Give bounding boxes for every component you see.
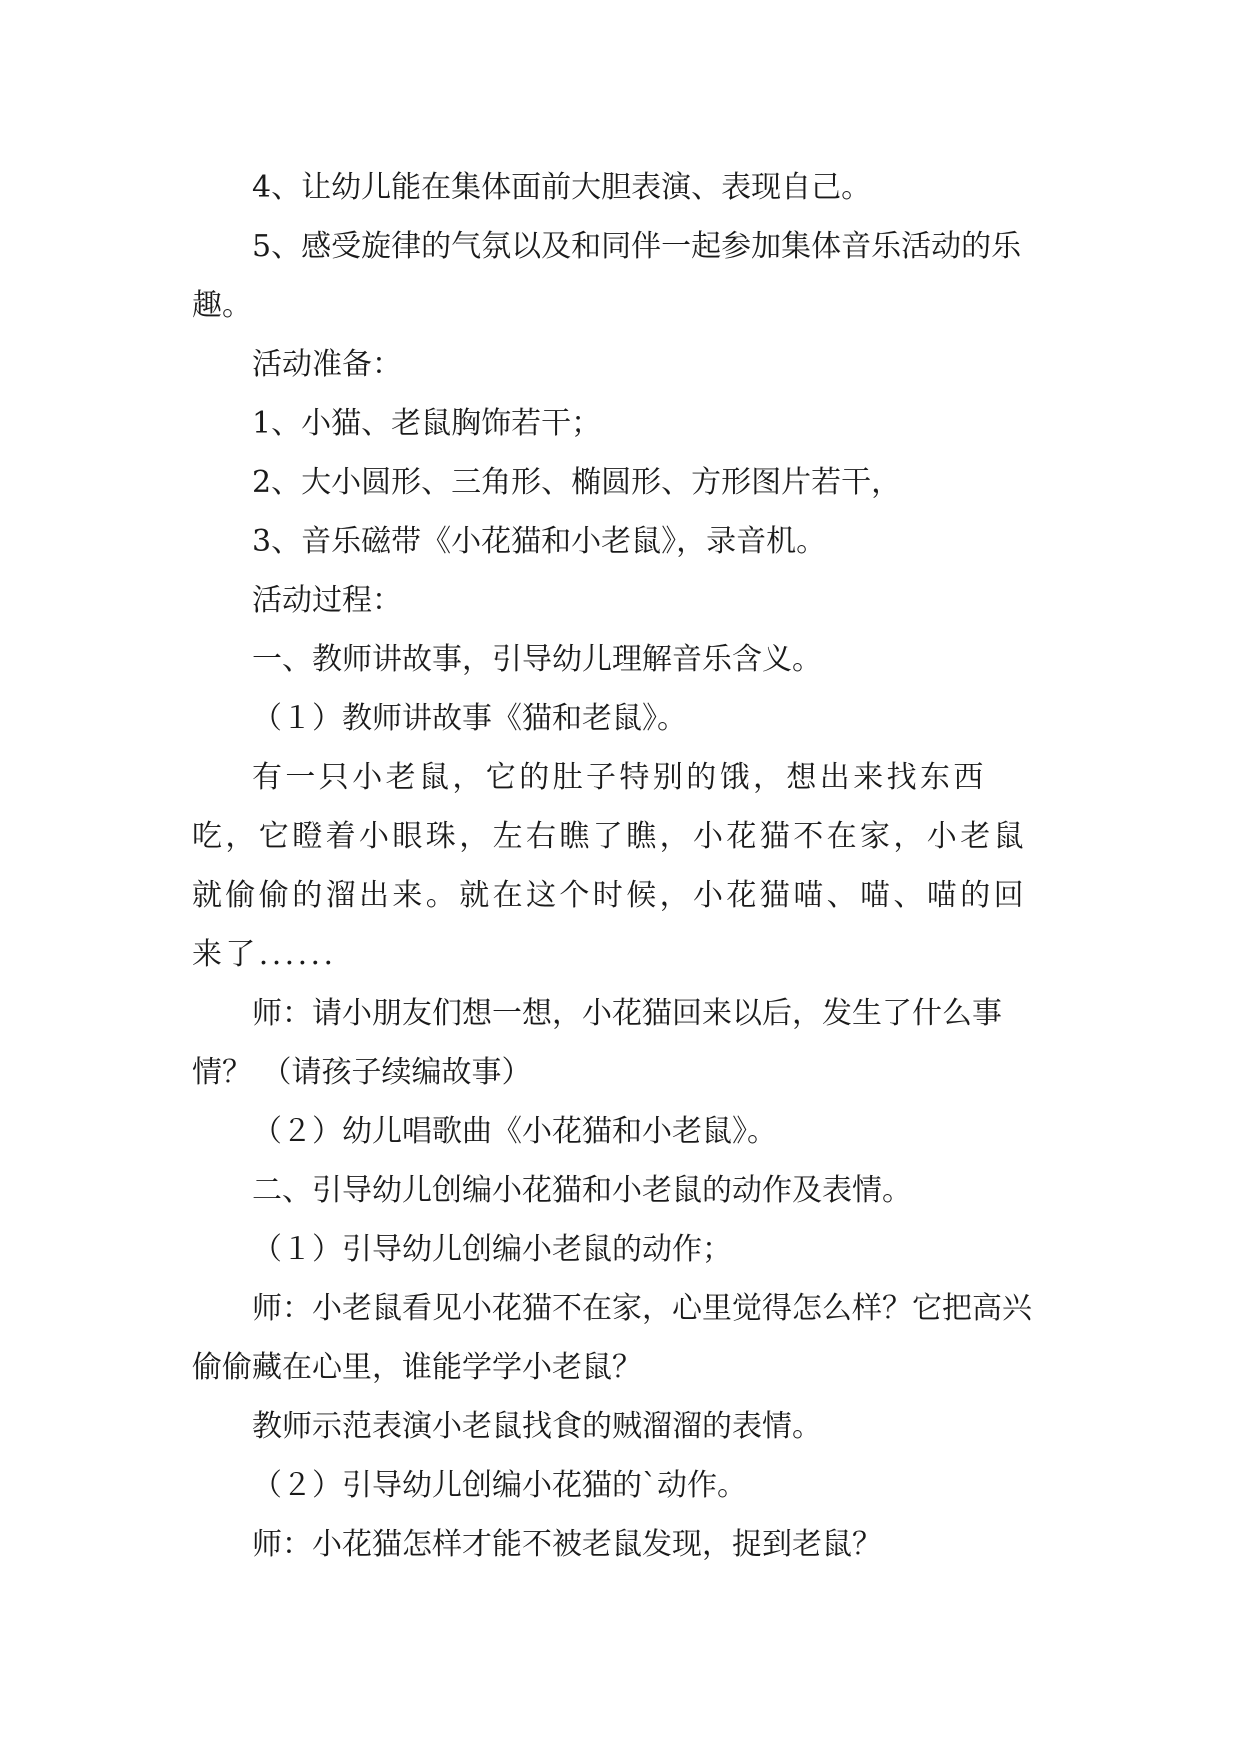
heading-activity-process: 活动过程： xyxy=(252,583,402,618)
paragraph-step-2-2: （２）引导幼儿创编小花猫的`动作。 xyxy=(252,1468,747,1503)
paragraph-step-1-1: （１）教师讲故事《猫和老鼠》。 xyxy=(252,701,687,736)
paragraph-prep-2: 2、大小圆形、三角形、椭圆形、方形图片若干， xyxy=(252,465,902,500)
heading-step-2: 二、引导幼儿创编小花猫和小老鼠的动作及表情。 xyxy=(252,1173,912,1208)
paragraph-teacher-question-3: 师：小花猫怎样才能不被老鼠发现，捉到老鼠？ xyxy=(252,1527,882,1562)
heading-step-1: 一、教师讲故事，引导幼儿理解音乐含义。 xyxy=(252,642,822,677)
heading-activity-preparation: 活动准备： xyxy=(252,347,402,382)
paragraph-prep-1: 1、小猫、老鼠胸饰若干； xyxy=(252,406,602,441)
paragraph-goal-4: 4、让幼儿能在集体面前大胆表演、表现自己。 xyxy=(252,170,872,205)
paragraph-story: 有一只小老鼠，它的肚子特别的饿，想出来找东西吃，它瞪着小眼珠，左右瞧了瞧，小花猫不在家，小老鼠就偷偷的溜出来。就在这个时候，小花猫喵、喵、喵的回来了...... xyxy=(192,760,1027,972)
paragraph-step-2-1: （１）引导幼儿创编小老鼠的动作； xyxy=(252,1232,732,1267)
paragraph-teacher-question-2: 师：小老鼠看见小花猫不在家，心里觉得怎么样？它把高兴偷偷藏在心里，谁能学学小老鼠？ xyxy=(192,1291,1032,1385)
paragraph-prep-3: 3、音乐磁带《小花猫和小老鼠》，录音机。 xyxy=(252,524,827,559)
paragraph-goal-5: 5、感受旋律的气氛以及和同伴一起参加集体音乐活动的乐趣。 xyxy=(192,229,1022,323)
paragraph-teacher-demo: 教师示范表演小老鼠找食的贼溜溜的表情。 xyxy=(252,1409,822,1444)
paragraph-step-1-2: （２）幼儿唱歌曲《小花猫和小老鼠》。 xyxy=(252,1114,777,1149)
document-body xyxy=(192,158,1052,1574)
paragraph-teacher-question-1: 师：请小朋友们想一想，小花猫回来以后，发生了什么事情？ （请孩子续编故事） xyxy=(192,996,1002,1090)
